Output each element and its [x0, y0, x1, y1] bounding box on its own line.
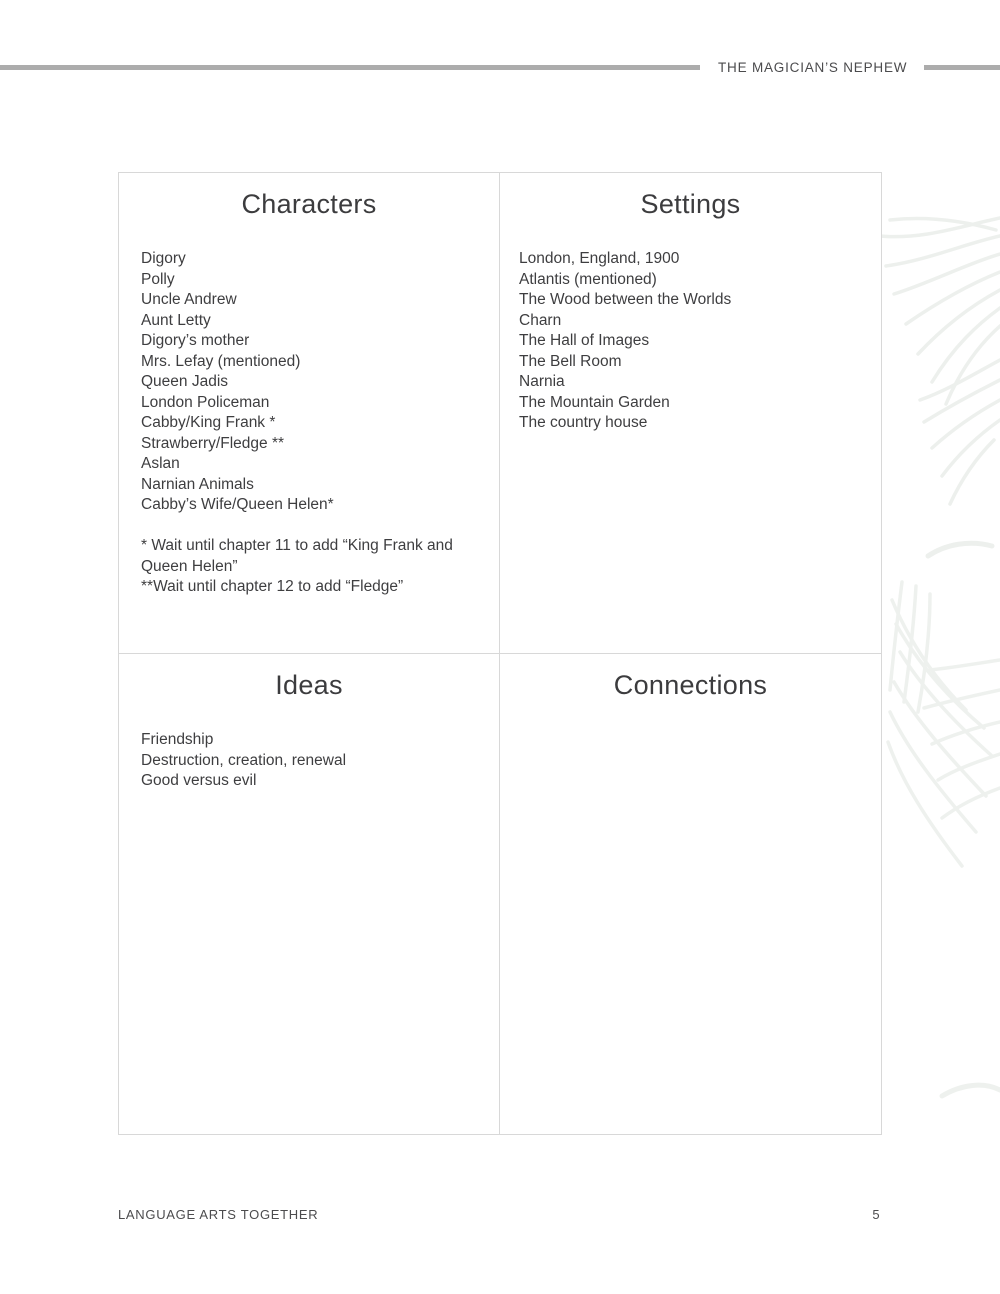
ideas-list	[141, 730, 479, 792]
ideas-body	[119, 730, 499, 792]
header-rule-left	[0, 65, 700, 70]
setting-item: The Wood between the Worlds	[519, 291, 732, 308]
character-item: Aslan	[141, 455, 180, 472]
settings-quadrant	[500, 173, 881, 654]
page-footer	[0, 1207, 1000, 1225]
ideas-title: Ideas	[275, 670, 343, 700]
setting-item: The Bell Room	[519, 352, 622, 370]
character-item: Polly	[141, 270, 175, 288]
settings-list	[519, 249, 867, 434]
ideas-quadrant	[119, 654, 500, 1134]
character-item: Strawberry/Fledge **	[141, 434, 285, 452]
page-header	[0, 59, 1000, 75]
character-note: * Wait until chapter 11 to add “King Frank and Queen Helen”	[141, 537, 453, 575]
setting-item: The Mountain Garden	[519, 393, 670, 411]
character-item: Aunt Letty	[141, 311, 211, 329]
character-item: Cabby/King Frank *	[141, 414, 276, 431]
connections-title: Connections	[613, 670, 768, 700]
character-item: Queen Jadis	[141, 373, 229, 390]
setting-item: Charn	[519, 311, 562, 329]
character-note: **Wait until chapter 12 to add “Fledge”	[141, 578, 404, 595]
settings-body	[500, 249, 881, 434]
header-rule-right	[924, 65, 1000, 70]
settings-title: Settings	[640, 189, 741, 219]
setting-item: London, England, 1900	[519, 250, 680, 267]
idea-item: Destruction, creation, renewal	[141, 751, 347, 769]
setting-item: Narnia	[519, 373, 565, 390]
character-item: Cabby’s Wife/Queen Helen*	[141, 496, 334, 513]
setting-item: The country house	[519, 414, 648, 431]
running-head-title: THE MAGICIAN’S NEPHEW	[718, 59, 908, 75]
story-elements-table	[118, 172, 882, 1135]
setting-item: Atlantis (mentioned)	[519, 270, 657, 288]
character-item: Narnian Animals	[141, 475, 254, 493]
page-number: 5	[872, 1207, 880, 1222]
characters-body	[119, 249, 499, 598]
idea-item: Good versus evil	[141, 772, 257, 789]
characters-list	[141, 249, 479, 516]
character-item: London Policeman	[141, 393, 270, 411]
characters-title: Characters	[241, 189, 377, 219]
footer-brand: LANGUAGE ARTS TOGETHER	[118, 1207, 319, 1222]
character-item: Digory	[141, 250, 186, 267]
idea-item: Friendship	[141, 731, 214, 748]
character-item: Uncle Andrew	[141, 291, 237, 308]
character-item: Mrs. Lefay (mentioned)	[141, 352, 301, 370]
characters-notes	[141, 536, 479, 598]
character-item: Digory’s mother	[141, 332, 250, 349]
setting-item: The Hall of Images	[519, 332, 650, 349]
characters-quadrant	[119, 173, 500, 654]
connections-quadrant	[500, 654, 881, 1134]
